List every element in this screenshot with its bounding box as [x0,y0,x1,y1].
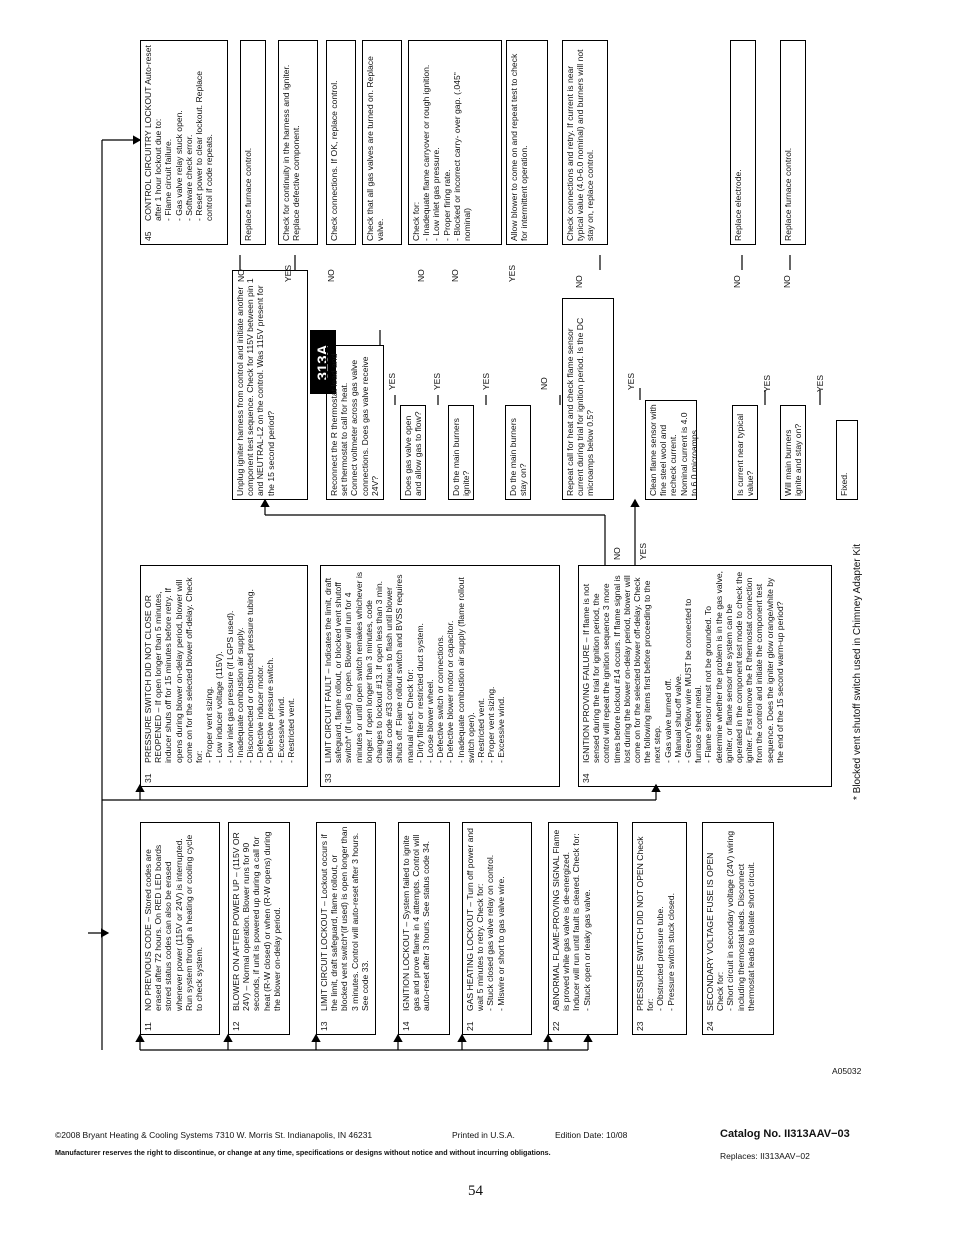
step-burners-ignite [448,405,474,500]
code-box-34 [578,565,832,787]
action-text: Check connections. If OK, replace control. [329,80,339,241]
yes-label: YES [283,264,293,282]
code-number: 33 [323,773,333,783]
code-text: LIMIT CIRCUIT LOCKOUT – Lockout occurs if the limit, draft safeguard, flame rollout, or blocked vent switch*(if used) is open longer than 3 minutes. Control will auto-reset after 3 hours. See code 33. [319,826,370,1011]
catalog-number: Catalog No. II313AAV−03 [720,1128,850,1140]
action-replace-control-2 [780,40,806,245]
code-box-33 [320,565,560,787]
code-box-12 [228,822,290,1035]
code-box-13 [316,822,376,1035]
action-text: Replace furnace control. [783,147,793,241]
action-allow-blower [506,40,548,245]
code-box-24 [702,822,774,1035]
action-replace-electrode [730,40,756,245]
action-check-connections [326,40,356,245]
yes-label: YES [626,372,636,390]
action-replace-control-1 [240,40,266,245]
step-text: Fixed. [839,472,849,496]
yes-label: YES [638,542,648,560]
step-text: Reconnect the R thermostat lead and set thermostat to call for heat. Connect voltmeter across gas valve connections. Does gas valve receive 24V? [329,353,380,496]
step-will-main-burners [780,405,806,500]
action-text: Replace furnace control. [243,147,253,241]
code-box-11 [140,822,220,1035]
code-text: CONTROL CIRCUITRY LOCKOUT Auto-reset after 1 hour lockout due to: - Flame circuit failure. - Gas valve relay stuck open. - Software check error. - Reset power to clear lockout. Replace control if code repeats. [143,45,215,221]
code-box-14 [398,822,450,1035]
code-number: 12 [231,1021,241,1031]
code-text: BLOWER ON AFTER POWER UP – (115V OR 24V) – Normal operation. Blower runs for 90 seconds, if unit is powered up during a call for heat (R-W closed) or when (R-W opens) during the blower on-delay period. [231,831,282,1011]
action-check-continuity [278,40,318,245]
action-text: Check for continuity in the harness and igniter. Replace defective component. [281,64,302,241]
code-number: 24 [705,1021,715,1031]
footer-replaces: Replaces: II313AAV−02 [720,1151,810,1161]
footnote-chimney: * Blocked vent shutoff switch used in Chimney Adapter Kit [852,543,863,800]
step-text: Do the main burners stay on? [508,418,529,496]
step-text: Clean flame sensor with fine steel wool and recheck current. Nominal current is 4.0 to 6.0 microamps. [648,404,699,496]
step-unplug-igniter [232,270,308,500]
step-text: Will main burners ignite and stay on? [783,423,804,496]
action-text: Check for: - Inadequate flame carryover or rough ignition. - Low inlet gas pressure. - Proper firing rate. - Blocked or incorrect carry- over gap. (.045" nominal) [411,64,473,241]
model-badge: 313A [310,330,336,394]
step-repeat-call [562,298,614,500]
step-gas-flow [400,405,426,500]
no-label: NO [539,377,549,390]
step-text: Is current near typical value? [735,413,756,496]
code-box-31 [140,565,308,787]
code-text: IGNITION PROVING FAILURE – If flame is not sensed during the trial for ignition period, the control will repeat the ignition sequence 3 more times before lockout #14 occurs. If flame signal is lost during the blower on-delay period, blower will come on for the selected blower off-delay. Check the following items first before proceeding to the next step. - Gas valve turned off. - Manual shut-off valve. - Green/Yellow wire MUST be connected to furnace sheet metal. - Flame sensor must not be grounded. To determine whether the problem is in the gas valve, igniter, or flame sensor the system can be operated in the component test mode to check the igniter. First remove the R thermostat connection from the control and initiate the component test sequence. Does the igniter glow orange/white by the end of the 15 second warm-up period? [581,570,785,763]
footer-printed: Printed in U.S.A. [452,1130,515,1140]
figure-id: A05032 [832,1066,862,1076]
yes-label: YES [432,372,442,390]
yes-label: YES [387,372,397,390]
no-label: NO [612,547,622,560]
action-text: Check that all gas valves are turned on. Replace valve. [365,56,386,241]
footer-copyright: ©2008 Bryant Heating & Cooling Systems 7310 W. Morris St. Indianapolis, IN 46231 [55,1130,373,1140]
step-text: Does gas valve open and allow gas to flow? [403,411,424,496]
footer-disclaimer: Manufacturer reserves the right to discontinue, or change at any time, specifications or designs without notice and without incurring obligations. [55,1148,551,1157]
code-number: 22 [551,1021,561,1031]
code-number: 13 [319,1021,329,1031]
action-check-connections-retry [562,40,608,245]
code-text: LIMIT CIRCUIT FAULT – Indicates the limit, draft safeguard, flame rollout, or blocked vent shutoff switch* (if used) is open. Blower will run for 4 minutes or until open switch remakes whichever is longer. If open longer than 3 minutes, code changes to lockout #13. If open less than 3 min. status code #33 continues to flash until blower shuts off. Flame rollout switch and BVSS requires manual reset. Check for: - Dirty filter or restricted duct system. - Loose blower wheel. - Defective switch or connections. - Defective blower motor or capacitor. - Inadequate combustion air supply (flame rollout switch open). - Restricted vent. - Proper vent sizing. - Excessive wind. [323,571,507,763]
code-text: NO PREVIOUS CODE – Stored codes are erased after 72 hours. On RED LED boards stored status codes can also be erased whenever power (115V or 24V) is interrupted. Run system through a heating or cooling cycle to check system. [143,834,205,1011]
action-text: Check connections and retry. If current is near typical value (4.0-6.0 nominal) and burners will not stay on, replace control. [565,49,596,241]
code-number: 11 [143,1022,153,1031]
yes-label: YES [815,374,825,392]
yes-label: YES [481,372,491,390]
footer-edition: Edition Date: 10/08 [555,1130,628,1140]
code-text: PRESSURE SWITCH DID NOT OPEN Check for: - Obstructed pressure tube. - Pressure switch stuck closed. [635,836,676,1011]
step-text: Repeat call for heat and check flame sensor current during trial for ignition period. Is the DC microamps below 0.5? [565,317,596,496]
no-label: NO [782,275,792,288]
step-burners-stay-on [505,405,531,500]
action-text: Replace electrode. [733,169,743,241]
code-text: GAS HEATING LOCKOUT – Turn off power and wait 5 minutes to retry. Check for: - Stuck closed gas valve relay on control. - Miswire or short to gas valve wire. [465,828,506,1011]
yes-label: YES [762,374,772,392]
code-number: 21 [465,1021,475,1031]
code-number: 23 [635,1021,645,1031]
yes-label: YES [507,264,517,282]
code-box-45 [140,40,228,245]
code-number: 31 [143,773,153,783]
page-number: 54 [468,1183,483,1199]
no-label: NO [236,269,246,282]
step-reconnect-thermostat [326,345,384,500]
no-label: NO [416,269,426,282]
step-text: Unplug igniter harness from control and initiate another component test sequence. Check for 115V between pin 1 and NEUTRAL-L2 on the control. Was 115V present for the 15 second period? [235,278,276,496]
step-current-typical [732,405,758,500]
action-check-flame [408,40,502,245]
code-number: 14 [401,1021,411,1031]
code-box-23 [632,822,687,1035]
code-text: SECONDARY VOLTAGE FUSE IS OPEN Check for: - Short circuit in secondary voltage (24V) wiring including thermostat leads. Disconnect thermostat leads to isolate short circuit. [705,830,756,1011]
code-number: 45 [143,231,153,241]
step-text: Do the main burners ignite? [451,418,472,496]
code-text: PRESSURE SWITCH DID NOT CLOSE OR REOPENED – If open longer than 5 minutes, inducer shuts off for 15 minutes before retry. If opens during blower on-delay period, blower will come on for the selected blower off-delay. Check for: - Proper vent sizing. - Low inducer voltage (115V). - Low inlet gas pressure (if LGPS used). - Inadequate combustion air supply. - Disconnected or obstructed pressure tubing. - Defective inducer motor. - Defective pressure switch. - Excessive wind. - Restricted vent. [143,577,296,763]
code-text: IGNITION LOCKOUT – System failed to ignite gas and prove flame in 4 attempts. Control will auto-reset after 3 hours. See status code 34. [401,834,432,1011]
code-box-22 [548,822,618,1035]
no-label: NO [326,269,336,282]
action-text: Allow blower to come on and repeat test to check for intermittent operation. [509,53,530,241]
no-label: NO [732,275,742,288]
no-label: NO [450,269,460,282]
step-clean-sensor [645,400,697,500]
code-text: ABNORMAL FLAME-PROVING SIGNAL Flame is proved while gas valve is de-energized. Inducer will run until fault is cleared. Check for: - Stuck open or leaky gas valve. [551,829,592,1011]
code-number: 34 [581,773,591,783]
no-label: NO [574,275,584,288]
action-check-gas-valves [362,40,402,245]
code-box-21 [462,822,532,1035]
step-fixed [836,420,858,500]
